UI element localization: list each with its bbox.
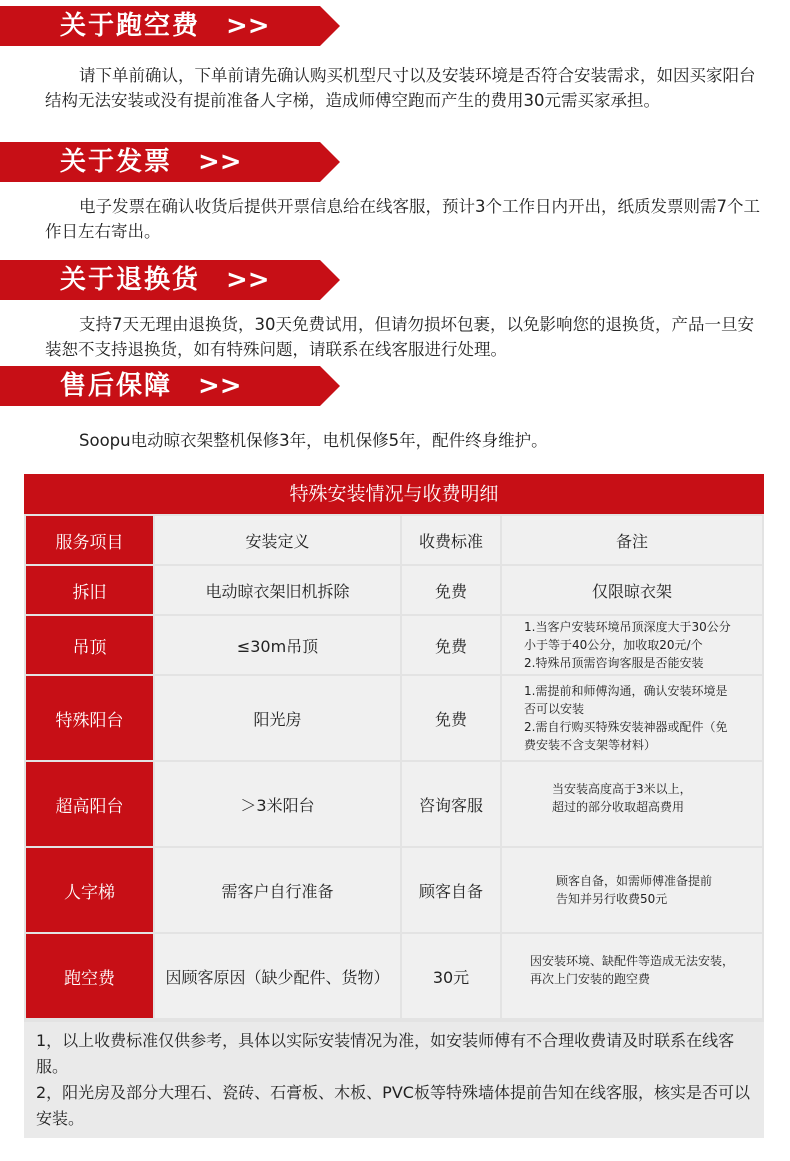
- row-definition: ＞3米阳台: [155, 762, 400, 846]
- table-row: [24, 616, 764, 674]
- table-title: 特殊安装情况与收费明细: [24, 474, 764, 514]
- table-row: [24, 566, 764, 614]
- note-line: 2.需自行购买特殊安装神器或配件（免: [524, 720, 728, 734]
- note-line: 2.特殊吊顶需咨询客服是否能安装: [524, 656, 704, 670]
- section-title: 关于退换货: [60, 265, 201, 295]
- section-banner-returns: [0, 260, 340, 300]
- section-body: 支持7天无理由退换货，30天免费试用，但请勿损坏包裹，以免影响您的退换货，产品一旦安装恕不支持退换货，如有特殊问题，请联系在线客服进行处理。: [45, 315, 754, 359]
- footnote: 2，阳光房及部分大理石、瓷砖、石膏板、木板、PVC板等特殊墙体提前告知在线客服，核实是否可以安装。: [36, 1083, 750, 1128]
- note-line: 顾客自备，如需师傅准备提前: [556, 874, 713, 888]
- double-arrow-icon: >>: [198, 147, 242, 177]
- double-arrow-icon: >>: [226, 11, 270, 41]
- row-fee: 免费: [402, 566, 500, 614]
- row-item: 吊顶: [26, 616, 153, 674]
- table-row: [24, 848, 764, 932]
- footnote: 1，以上收费标准仅供参考，具体以实际安装情况为准，如安装师傅有不合理收费请及时联系在线客服。: [36, 1031, 735, 1076]
- note-line: 否可以安装: [524, 702, 585, 716]
- row-item: 拆旧: [26, 566, 153, 614]
- header-service-item: 服务项目: [26, 516, 153, 564]
- note-line: 小于等于40公分，加收取20元/个: [524, 638, 703, 652]
- double-arrow-icon: >>: [198, 371, 242, 401]
- table-header-row: [24, 516, 764, 564]
- note-line: 再次上门安装的跑空费: [530, 972, 651, 986]
- header-note: 备注: [502, 516, 762, 564]
- header-fee: 收费标准: [402, 516, 500, 564]
- row-item: 超高阳台: [26, 762, 153, 846]
- row-fee: 顾客自备: [402, 848, 500, 932]
- table-row: [24, 676, 764, 760]
- section-banner-invoice: [0, 142, 340, 182]
- section-title: 售后保障: [60, 371, 173, 401]
- section-body: Soopu电动晾衣架整机保修3年，电机保修5年，配件终身维护。: [79, 431, 548, 450]
- row-item: 跑空费: [26, 934, 153, 1018]
- note-line: 告知并另行收费50元: [556, 892, 668, 906]
- row-fee: 免费: [402, 676, 500, 760]
- row-note: [502, 848, 762, 932]
- row-definition: 电动晾衣架旧机拆除: [155, 566, 400, 614]
- section-body: 请下单前确认，下单前请先确认购买机型尺寸以及安装环境是否符合安装需求，如因买家阳台结构无法安装或没有提前准备人字梯，造成师傅空跑而产生的费用30元需买家承担。: [45, 66, 756, 110]
- table-footnotes: [24, 1022, 764, 1138]
- fee-table: [24, 474, 764, 1138]
- note-line: 1.当客户安装环境吊顶深度大于30公分: [524, 620, 731, 634]
- section-title: 关于发票: [60, 147, 173, 177]
- note-line: 因安装环境、缺配件等造成无法安装，: [530, 954, 735, 968]
- note-line: 仅限晾衣架: [591, 581, 672, 601]
- row-definition: 因顾客原因（缺少配件、货物）: [155, 934, 400, 1018]
- row-note: [502, 762, 762, 846]
- row-item: 人字梯: [26, 848, 153, 932]
- table-row: [24, 762, 764, 846]
- row-note: [502, 616, 762, 674]
- note-line: 费安装不含支架等材料）: [524, 738, 657, 752]
- section-body: 电子发票在确认收货后提供开票信息给在线客服，预计3个工作日内开出，纸质发票则需7个工作日左右寄出。: [45, 197, 760, 241]
- row-fee: 咨询客服: [402, 762, 500, 846]
- row-item: 特殊阳台: [26, 676, 153, 760]
- header-definition: 安装定义: [155, 516, 400, 564]
- note-line: 当安装高度高于3米以上，: [552, 782, 692, 796]
- row-definition: 阳光房: [155, 676, 400, 760]
- note-line: 超过的部分收取超高费用: [552, 800, 685, 814]
- row-definition: 需客户自行准备: [155, 848, 400, 932]
- note-line: 1.需提前和师傅沟通，确认安装环境是: [524, 684, 728, 698]
- row-fee: 免费: [402, 616, 500, 674]
- section-banner-after-sales: [0, 366, 340, 406]
- table-row: [24, 934, 764, 1018]
- row-definition: ≤30m吊顶: [155, 616, 400, 674]
- row-note: [502, 566, 762, 614]
- double-arrow-icon: >>: [226, 265, 270, 295]
- row-note: [502, 934, 762, 1018]
- section-title: 关于跑空费: [60, 11, 201, 41]
- row-note: [502, 676, 762, 760]
- section-banner-empty-trip-fee: [0, 6, 340, 46]
- row-fee: 30元: [402, 934, 500, 1018]
